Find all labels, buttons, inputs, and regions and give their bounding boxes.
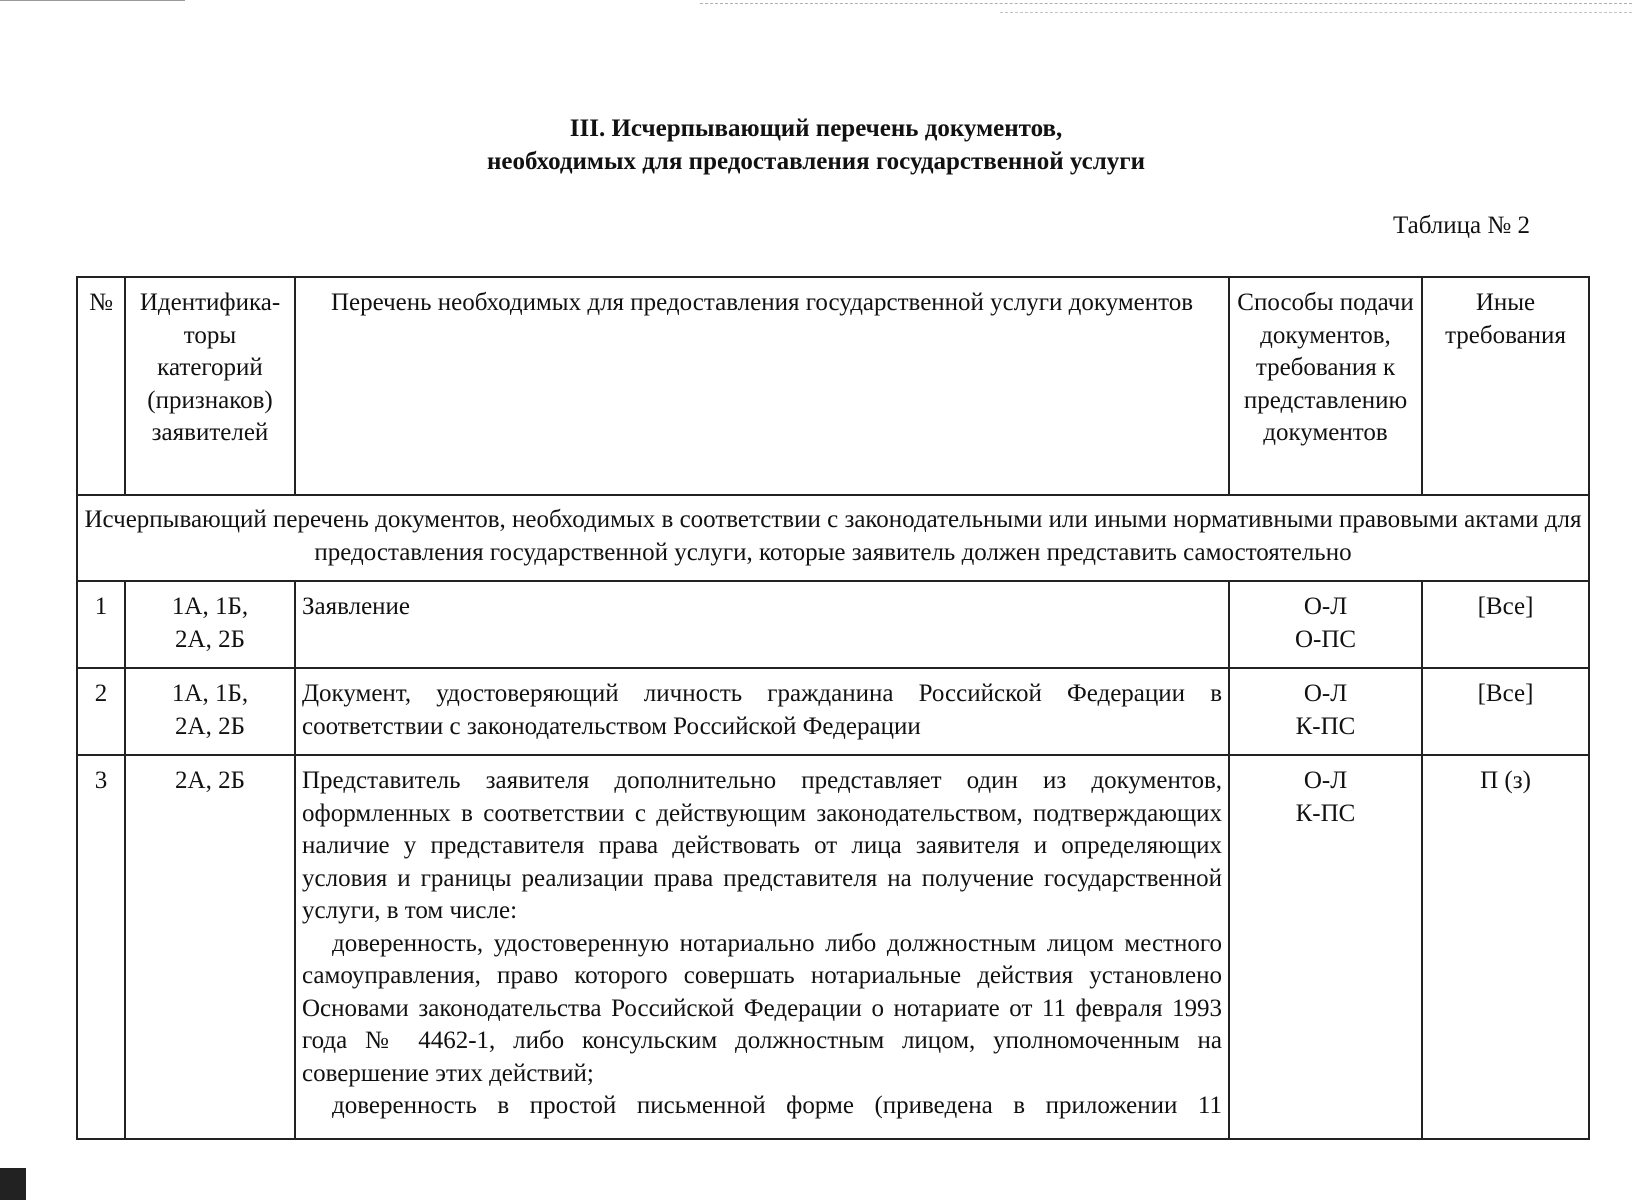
heading-line-1: III. Исчерпывающий перечень документов, (569, 115, 1063, 142)
scan-edge-line (0, 0, 185, 1)
table-row (77, 581, 1589, 668)
row-other: П (з) (1422, 755, 1589, 1139)
header-other: Иные требования (1422, 277, 1589, 495)
row-identifiers-line: 1А, 1Б, (171, 680, 249, 707)
row-methods-line: К-ПС (1295, 712, 1356, 740)
row-identifiers-line: 2А, 2Б (175, 767, 245, 794)
scan-edge-line (1000, 12, 1632, 13)
table-header-row (77, 277, 1589, 495)
table-row (77, 755, 1589, 1139)
table-section-row (77, 495, 1589, 581)
row-document-paragraph: доверенность, удостоверенную нотариально либо должностным лицом местного самоуправления, право которого совершать нотариальные действия установлено Основами законодательства Российской Федерации о нотариате от 11 февраля 1993 года № 4462-1, либо консульским должностным лицом, уполномоченным на совершение этих действий; (302, 929, 1222, 1087)
row-num: 1 (77, 581, 125, 668)
row-methods-line: О-Л (1303, 767, 1348, 794)
row-methods (1229, 755, 1422, 1139)
row-identifiers-line: 1А, 1Б, (171, 593, 249, 620)
row-methods-line: К-ПС (1295, 799, 1356, 827)
row-methods-line: О-Л (1303, 593, 1348, 620)
row-num: 2 (77, 668, 125, 755)
row-methods (1229, 668, 1422, 755)
row-documents (295, 755, 1229, 1139)
row-document-paragraph: Заявление (302, 593, 411, 620)
row-other: [Все] (1422, 581, 1589, 668)
row-num: 3 (77, 755, 125, 1139)
row-document-paragraph: Документ, удостоверяющий личность гражданина Российской Федерации в соответствии с законодательством Российской Федерации (302, 680, 1222, 740)
row-methods (1229, 581, 1422, 668)
scan-edge-line (700, 3, 1632, 4)
table-row (77, 668, 1589, 755)
row-other: [Все] (1422, 668, 1589, 755)
section-heading (0, 112, 1632, 178)
row-document-paragraph: доверенность в простой письменной форме (приведена в приложении 11 (332, 1092, 1222, 1119)
row-identifiers-line: 2А, 2Б (175, 712, 245, 740)
row-methods-line: О-Л (1303, 680, 1348, 707)
row-identifiers (125, 755, 295, 1139)
table-number: Таблица № 2 (1392, 212, 1530, 239)
scan-edge-mark (0, 1168, 26, 1200)
row-identifiers (125, 668, 295, 755)
header-num: № (77, 277, 125, 495)
row-identifiers (125, 581, 295, 668)
row-methods-line: О-ПС (1294, 625, 1357, 653)
documents-table (76, 276, 1590, 1140)
row-identifiers-line: 2А, 2Б (175, 625, 245, 653)
row-document-paragraph: Представитель заявителя дополнительно представляет один из документов, оформленных в соответствии с действующим законодательством, подтверждающих наличие у представителя права действовать от лица заявителя и определяющих условия и границы реализации права представителя на получение государственной услуги, в том числе: (302, 767, 1222, 924)
row-documents (295, 668, 1229, 755)
heading-line-2: необходимых для предоставления государственной услуги (487, 148, 1145, 175)
header-methods: Способы подачи документов, требования к представлению документов (1229, 277, 1422, 495)
section-row-text: Исчерпывающий перечень документов, необходимых в соответствии с законодательными или иными нормативными правовыми актами для предоставления государственной услуги, которые заявитель должен представить самостоятельно (77, 495, 1589, 581)
row-documents (295, 581, 1229, 668)
header-identifiers: Идентифика-торы категорий (признаков) заявителей (125, 277, 295, 495)
header-documents: Перечень необходимых для предоставления государственной услуги документов (295, 277, 1229, 495)
